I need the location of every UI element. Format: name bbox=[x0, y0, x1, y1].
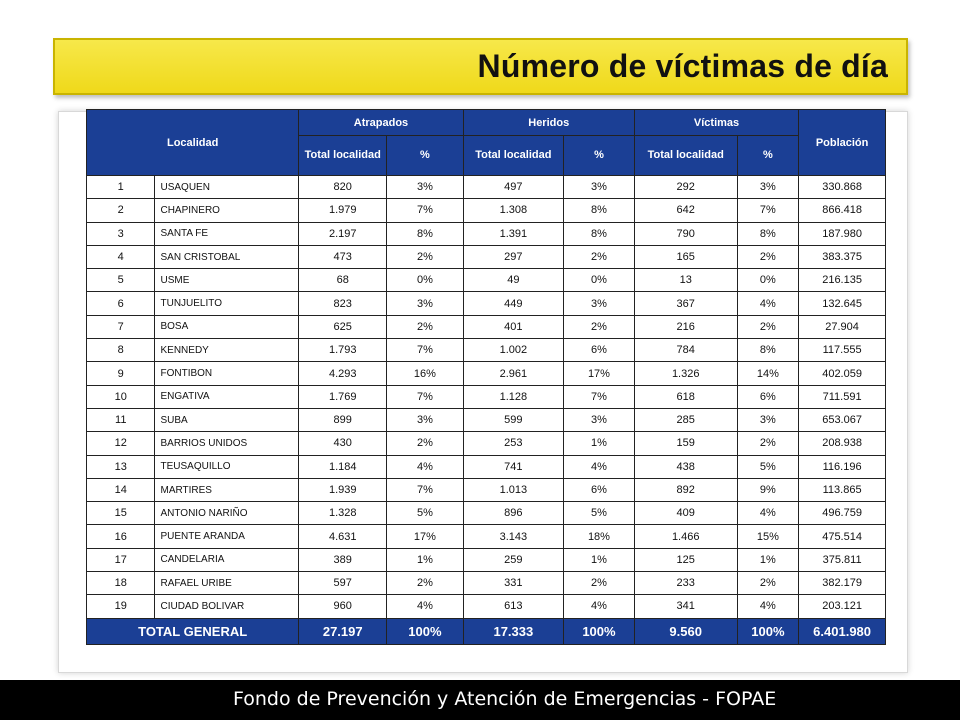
row-victimas-pct: 3% bbox=[737, 408, 799, 431]
row-heridos: 1.391 bbox=[463, 222, 563, 245]
row-victimas-pct: 7% bbox=[737, 199, 799, 222]
row-localidad: ENGATIVA bbox=[155, 385, 299, 408]
row-poblacion: 27.904 bbox=[799, 315, 886, 338]
row-victimas: 409 bbox=[634, 502, 737, 525]
row-heridos: 3.143 bbox=[463, 525, 563, 548]
row-victimas-pct: 4% bbox=[737, 292, 799, 315]
row-victimas: 159 bbox=[634, 432, 737, 455]
row-poblacion: 117.555 bbox=[799, 339, 886, 362]
row-heridos-pct: 1% bbox=[564, 432, 635, 455]
table-row bbox=[87, 432, 886, 455]
row-atrapados-pct: 7% bbox=[387, 339, 463, 362]
total-heridos-pct: 100% bbox=[564, 618, 635, 644]
table-body bbox=[87, 176, 886, 619]
subheader-pct-atrapados: % bbox=[387, 136, 463, 176]
table-row bbox=[87, 455, 886, 478]
table-row bbox=[87, 502, 886, 525]
subheader-pct-victimas: % bbox=[737, 136, 799, 176]
table-row bbox=[87, 408, 886, 431]
row-atrapados: 473 bbox=[299, 245, 387, 268]
row-victimas-pct: 5% bbox=[737, 455, 799, 478]
row-atrapados-pct: 2% bbox=[387, 432, 463, 455]
header-poblacion: Población bbox=[799, 110, 886, 176]
table-row bbox=[87, 525, 886, 548]
row-atrapados: 4.293 bbox=[299, 362, 387, 385]
row-heridos-pct: 8% bbox=[564, 199, 635, 222]
row-victimas: 1.326 bbox=[634, 362, 737, 385]
row-heridos-pct: 6% bbox=[564, 339, 635, 362]
row-poblacion: 475.514 bbox=[799, 525, 886, 548]
row-atrapados-pct: 3% bbox=[387, 408, 463, 431]
row-poblacion: 375.811 bbox=[799, 548, 886, 571]
row-victimas-pct: 2% bbox=[737, 315, 799, 338]
row-index: 3 bbox=[87, 222, 155, 245]
row-heridos: 613 bbox=[463, 595, 563, 618]
row-heridos-pct: 3% bbox=[564, 408, 635, 431]
row-heridos: 1.013 bbox=[463, 478, 563, 501]
row-heridos-pct: 6% bbox=[564, 478, 635, 501]
row-heridos-pct: 17% bbox=[564, 362, 635, 385]
row-atrapados: 1.793 bbox=[299, 339, 387, 362]
row-localidad: BARRIOS UNIDOS bbox=[155, 432, 299, 455]
row-heridos: 259 bbox=[463, 548, 563, 571]
row-victimas-pct: 1% bbox=[737, 548, 799, 571]
table-row bbox=[87, 362, 886, 385]
row-atrapados: 625 bbox=[299, 315, 387, 338]
row-victimas-pct: 2% bbox=[737, 572, 799, 595]
header-localidad: Localidad bbox=[87, 110, 299, 176]
row-index: 10 bbox=[87, 385, 155, 408]
row-poblacion: 496.759 bbox=[799, 502, 886, 525]
row-localidad: TUNJUELITO bbox=[155, 292, 299, 315]
row-heridos-pct: 2% bbox=[564, 315, 635, 338]
row-heridos-pct: 18% bbox=[564, 525, 635, 548]
row-atrapados: 597 bbox=[299, 572, 387, 595]
row-atrapados-pct: 4% bbox=[387, 595, 463, 618]
row-atrapados: 960 bbox=[299, 595, 387, 618]
row-heridos-pct: 2% bbox=[564, 572, 635, 595]
row-atrapados-pct: 7% bbox=[387, 478, 463, 501]
row-index: 5 bbox=[87, 269, 155, 292]
row-atrapados: 1.328 bbox=[299, 502, 387, 525]
row-victimas: 285 bbox=[634, 408, 737, 431]
row-atrapados: 68 bbox=[299, 269, 387, 292]
row-poblacion: 203.121 bbox=[799, 595, 886, 618]
row-victimas: 1.466 bbox=[634, 525, 737, 548]
row-atrapados-pct: 2% bbox=[387, 245, 463, 268]
row-poblacion: 866.418 bbox=[799, 199, 886, 222]
row-victimas-pct: 6% bbox=[737, 385, 799, 408]
row-atrapados-pct: 5% bbox=[387, 502, 463, 525]
total-label: TOTAL GENERAL bbox=[87, 618, 299, 644]
row-heridos: 253 bbox=[463, 432, 563, 455]
row-localidad: SAN CRISTOBAL bbox=[155, 245, 299, 268]
row-localidad: CIUDAD BOLIVAR bbox=[155, 595, 299, 618]
row-atrapados: 1.939 bbox=[299, 478, 387, 501]
row-poblacion: 402.059 bbox=[799, 362, 886, 385]
row-localidad: PUENTE ARANDA bbox=[155, 525, 299, 548]
row-atrapados: 389 bbox=[299, 548, 387, 571]
total-victimas: 9.560 bbox=[634, 618, 737, 644]
row-localidad: BOSA bbox=[155, 315, 299, 338]
row-victimas: 642 bbox=[634, 199, 737, 222]
row-localidad: ANTONIO NARIÑO bbox=[155, 502, 299, 525]
row-victimas-pct: 4% bbox=[737, 502, 799, 525]
row-heridos: 2.961 bbox=[463, 362, 563, 385]
row-heridos-pct: 4% bbox=[564, 595, 635, 618]
row-heridos: 497 bbox=[463, 176, 563, 199]
table-row bbox=[87, 478, 886, 501]
row-atrapados: 4.631 bbox=[299, 525, 387, 548]
row-heridos: 49 bbox=[463, 269, 563, 292]
subheader-total-atrapados: Total localidad bbox=[299, 136, 387, 176]
row-victimas-pct: 8% bbox=[737, 339, 799, 362]
row-atrapados-pct: 1% bbox=[387, 548, 463, 571]
row-index: 2 bbox=[87, 199, 155, 222]
row-index: 7 bbox=[87, 315, 155, 338]
row-index: 1 bbox=[87, 176, 155, 199]
total-atrapados: 27.197 bbox=[299, 618, 387, 644]
row-atrapados: 823 bbox=[299, 292, 387, 315]
row-atrapados-pct: 2% bbox=[387, 572, 463, 595]
row-poblacion: 216.135 bbox=[799, 269, 886, 292]
row-atrapados: 1.769 bbox=[299, 385, 387, 408]
row-victimas-pct: 3% bbox=[737, 176, 799, 199]
row-index: 15 bbox=[87, 502, 155, 525]
row-atrapados: 430 bbox=[299, 432, 387, 455]
row-victimas: 233 bbox=[634, 572, 737, 595]
row-atrapados-pct: 7% bbox=[387, 199, 463, 222]
row-localidad: USAQUEN bbox=[155, 176, 299, 199]
row-victimas: 367 bbox=[634, 292, 737, 315]
row-heridos: 449 bbox=[463, 292, 563, 315]
row-victimas-pct: 2% bbox=[737, 432, 799, 455]
row-poblacion: 330.868 bbox=[799, 176, 886, 199]
row-heridos-pct: 3% bbox=[564, 292, 635, 315]
row-victimas-pct: 8% bbox=[737, 222, 799, 245]
row-heridos-pct: 0% bbox=[564, 269, 635, 292]
row-atrapados: 2.197 bbox=[299, 222, 387, 245]
row-heridos-pct: 3% bbox=[564, 176, 635, 199]
page-title: Número de víctimas de día bbox=[477, 48, 888, 84]
row-heridos: 331 bbox=[463, 572, 563, 595]
row-index: 4 bbox=[87, 245, 155, 268]
row-victimas: 292 bbox=[634, 176, 737, 199]
table-row bbox=[87, 176, 886, 199]
table-row bbox=[87, 222, 886, 245]
row-atrapados: 899 bbox=[299, 408, 387, 431]
table-row bbox=[87, 572, 886, 595]
table-row bbox=[87, 269, 886, 292]
row-index: 19 bbox=[87, 595, 155, 618]
row-atrapados-pct: 7% bbox=[387, 385, 463, 408]
row-victimas: 618 bbox=[634, 385, 737, 408]
row-localidad: CHAPINERO bbox=[155, 199, 299, 222]
row-localidad: TEUSAQUILLO bbox=[155, 455, 299, 478]
row-index: 11 bbox=[87, 408, 155, 431]
row-localidad: RAFAEL URIBE bbox=[155, 572, 299, 595]
row-victimas-pct: 9% bbox=[737, 478, 799, 501]
table-row bbox=[87, 548, 886, 571]
row-index: 9 bbox=[87, 362, 155, 385]
row-localidad: USME bbox=[155, 269, 299, 292]
table-row bbox=[87, 292, 886, 315]
row-atrapados-pct: 3% bbox=[387, 292, 463, 315]
row-heridos-pct: 5% bbox=[564, 502, 635, 525]
row-victimas: 165 bbox=[634, 245, 737, 268]
row-localidad: CANDELARIA bbox=[155, 548, 299, 571]
row-atrapados-pct: 8% bbox=[387, 222, 463, 245]
row-heridos-pct: 2% bbox=[564, 245, 635, 268]
row-victimas: 892 bbox=[634, 478, 737, 501]
table-row bbox=[87, 199, 886, 222]
row-poblacion: 132.645 bbox=[799, 292, 886, 315]
row-localidad: SANTA FE bbox=[155, 222, 299, 245]
total-victimas-pct: 100% bbox=[737, 618, 799, 644]
row-heridos: 896 bbox=[463, 502, 563, 525]
row-heridos: 1.002 bbox=[463, 339, 563, 362]
row-atrapados-pct: 3% bbox=[387, 176, 463, 199]
row-victimas-pct: 4% bbox=[737, 595, 799, 618]
subheader-total-victimas: Total localidad bbox=[634, 136, 737, 176]
row-atrapados-pct: 0% bbox=[387, 269, 463, 292]
row-heridos-pct: 4% bbox=[564, 455, 635, 478]
row-victimas: 784 bbox=[634, 339, 737, 362]
total-atrapados-pct: 100% bbox=[387, 618, 463, 644]
row-atrapados: 1.184 bbox=[299, 455, 387, 478]
total-poblacion: 6.401.980 bbox=[799, 618, 886, 644]
row-poblacion: 711.591 bbox=[799, 385, 886, 408]
row-index: 14 bbox=[87, 478, 155, 501]
table-row bbox=[87, 245, 886, 268]
total-heridos: 17.333 bbox=[463, 618, 563, 644]
row-heridos: 1.308 bbox=[463, 199, 563, 222]
table-row bbox=[87, 595, 886, 618]
row-poblacion: 187.980 bbox=[799, 222, 886, 245]
row-victimas: 216 bbox=[634, 315, 737, 338]
total-row bbox=[87, 618, 886, 644]
header-victimas: Víctimas bbox=[634, 110, 798, 136]
victims-table bbox=[86, 109, 886, 645]
row-heridos-pct: 7% bbox=[564, 385, 635, 408]
row-localidad: KENNEDY bbox=[155, 339, 299, 362]
row-index: 12 bbox=[87, 432, 155, 455]
table-row bbox=[87, 385, 886, 408]
row-heridos: 401 bbox=[463, 315, 563, 338]
row-index: 18 bbox=[87, 572, 155, 595]
row-index: 17 bbox=[87, 548, 155, 571]
header-heridos: Heridos bbox=[463, 110, 634, 136]
row-heridos: 599 bbox=[463, 408, 563, 431]
table-row bbox=[87, 339, 886, 362]
row-atrapados: 820 bbox=[299, 176, 387, 199]
row-poblacion: 383.375 bbox=[799, 245, 886, 268]
row-localidad: FONTIBON bbox=[155, 362, 299, 385]
subheader-pct-heridos: % bbox=[564, 136, 635, 176]
row-victimas-pct: 0% bbox=[737, 269, 799, 292]
row-localidad: SUBA bbox=[155, 408, 299, 431]
row-victimas: 790 bbox=[634, 222, 737, 245]
title-banner bbox=[53, 38, 908, 95]
row-heridos-pct: 8% bbox=[564, 222, 635, 245]
row-victimas-pct: 15% bbox=[737, 525, 799, 548]
row-index: 6 bbox=[87, 292, 155, 315]
row-heridos: 297 bbox=[463, 245, 563, 268]
row-index: 16 bbox=[87, 525, 155, 548]
row-poblacion: 113.865 bbox=[799, 478, 886, 501]
row-heridos-pct: 1% bbox=[564, 548, 635, 571]
row-atrapados-pct: 16% bbox=[387, 362, 463, 385]
row-heridos: 1.128 bbox=[463, 385, 563, 408]
subheader-total-heridos: Total localidad bbox=[463, 136, 563, 176]
row-atrapados-pct: 4% bbox=[387, 455, 463, 478]
row-atrapados-pct: 17% bbox=[387, 525, 463, 548]
table-row bbox=[87, 315, 886, 338]
footer-bar bbox=[0, 680, 960, 720]
footer-text: Fondo de Prevención y Atención de Emergencias - FOPAE bbox=[233, 688, 777, 710]
row-victimas: 438 bbox=[634, 455, 737, 478]
row-index: 13 bbox=[87, 455, 155, 478]
row-poblacion: 116.196 bbox=[799, 455, 886, 478]
row-victimas: 13 bbox=[634, 269, 737, 292]
row-atrapados: 1.979 bbox=[299, 199, 387, 222]
row-victimas-pct: 14% bbox=[737, 362, 799, 385]
row-poblacion: 382.179 bbox=[799, 572, 886, 595]
row-victimas: 341 bbox=[634, 595, 737, 618]
row-victimas: 125 bbox=[634, 548, 737, 571]
row-index: 8 bbox=[87, 339, 155, 362]
row-atrapados-pct: 2% bbox=[387, 315, 463, 338]
row-victimas-pct: 2% bbox=[737, 245, 799, 268]
row-poblacion: 653.067 bbox=[799, 408, 886, 431]
row-localidad: MARTIRES bbox=[155, 478, 299, 501]
row-heridos: 741 bbox=[463, 455, 563, 478]
row-poblacion: 208.938 bbox=[799, 432, 886, 455]
header-atrapados: Atrapados bbox=[299, 110, 463, 136]
